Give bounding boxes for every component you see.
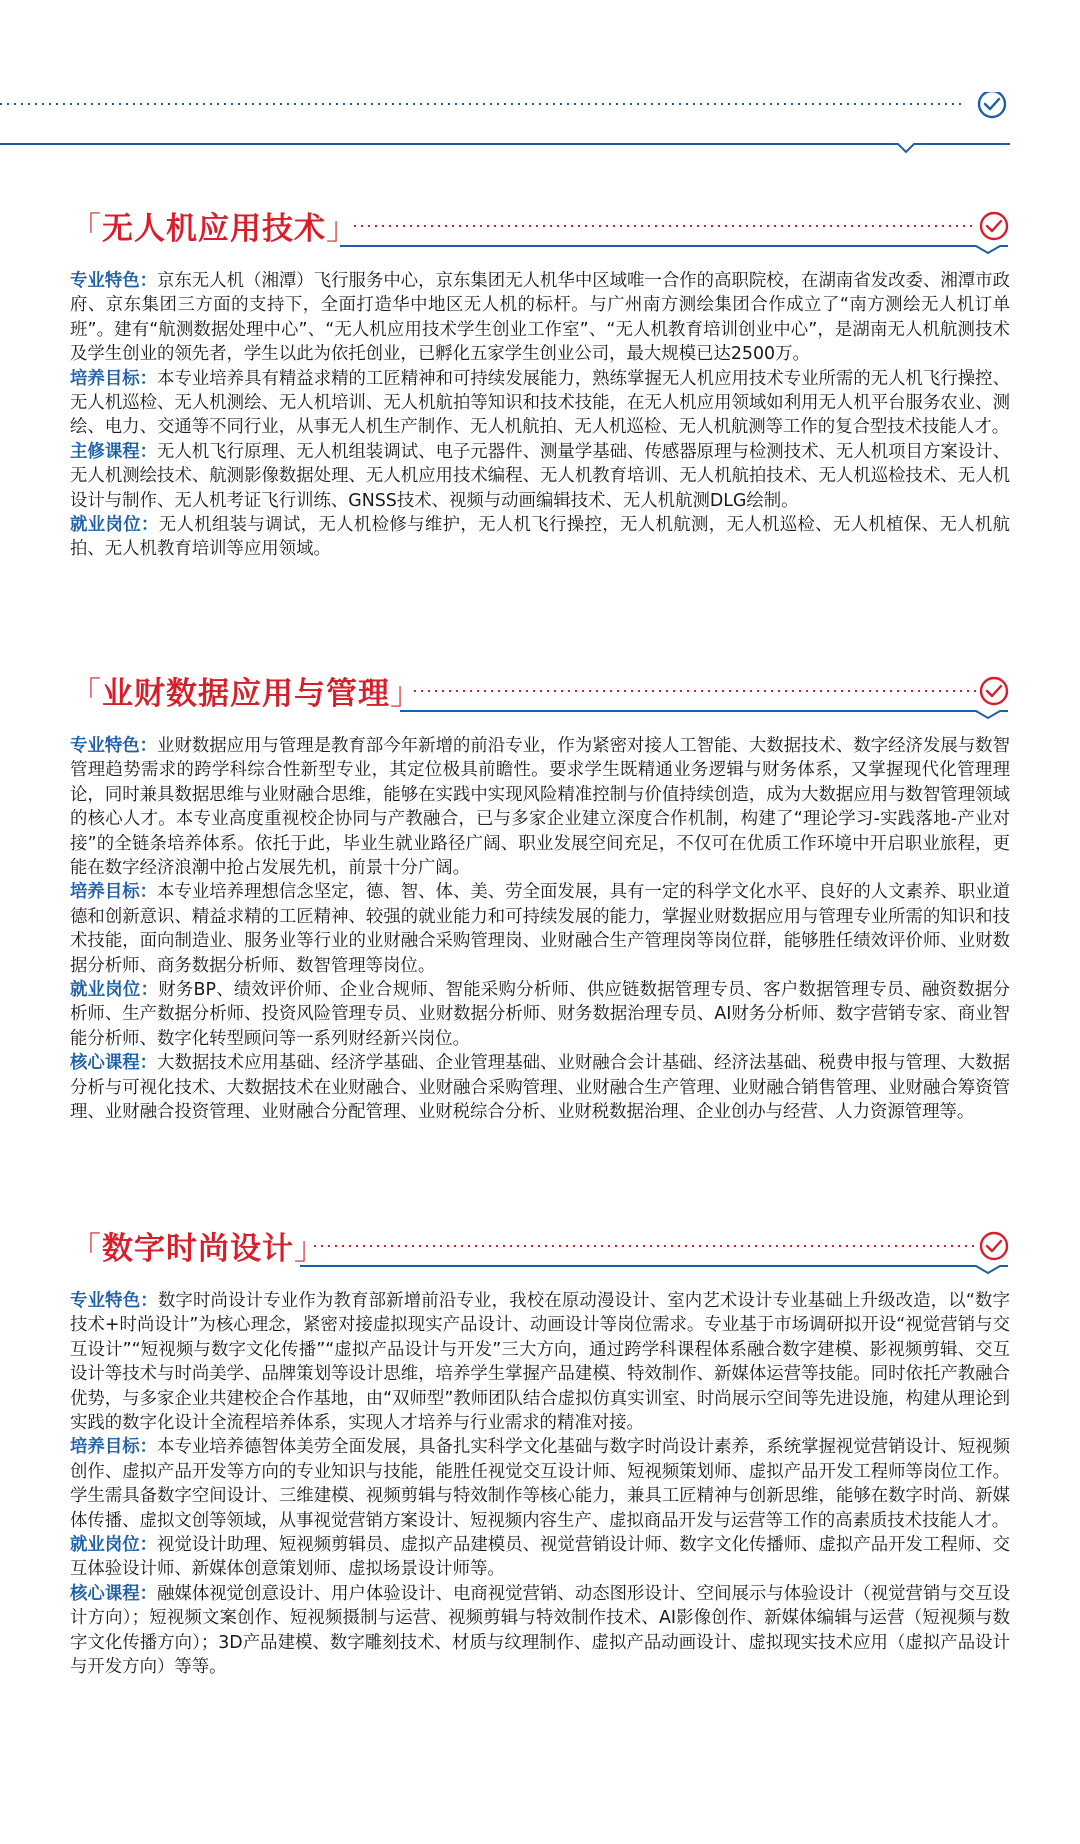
section-header	[70, 203, 1010, 255]
section-business-finance-data	[70, 668, 1010, 1125]
feature-paragraph: 专业特色：业财数据应用与管理是教育部今年新增的前沿专业，作为紧密对接人工智能、大数据技术、数字经济发展与数智管理趋势需求的跨学科综合性新型专业，其定位极具前瞻性。要求学生既精通业务逻辑与财务体系，又掌握现代化管理理论，同时兼具数据思维与业财融合思维，能够在实践中实现风险精准控制与价值持续创造，成为大数据应用与数智管理领域的核心人才。本专业高度重视校企协同与产教融合，已与多家企业建立深度合作机制，构建了“理论学习-实践落地-产业对接”的全链条培养体系。依托于此，毕业生就业路径广阔、职业发展空间充足，不仅可在优质工作环境中开启职业旅程，更能在数字经济浪潮中抢占发展先机，前景十分广阔。	[70, 736, 1010, 879]
section-body	[70, 734, 1010, 1125]
section-body	[70, 1289, 1010, 1680]
check-circle-icon	[981, 1233, 1007, 1259]
section-title-rule	[340, 203, 1010, 255]
section-digital-fashion-design	[70, 1223, 1010, 1680]
check-circle-icon	[981, 678, 1007, 704]
top-divider	[0, 92, 1080, 162]
section-header	[70, 1223, 1010, 1275]
section-body	[70, 269, 1010, 562]
jobs-paragraph: 就业岗位：财务BP、绩效评价师、企业合规师、智能采购分析师、供应链数据管理专员、客户数据管理专员、融资数据分析师、生产数据分析师、投资风险管理专员、业财数据分析师、财务数据治理专员、AI财务分析师、数字营销专家、商业智能分析师、数字化转型顾问等一系列财经新兴岗位。	[70, 980, 1010, 1049]
goal-paragraph: 培养目标：本专业培养理想信念坚定，德、智、体、美、劳全面发展，具有一定的科学文化水平、良好的人文素养、职业道德和创新意识、精益求精的工匠精神、较强的就业能力和可持续发展的能力，掌握业财数据应用与管理专业所需的知识和技术技能，面向制造业、服务业等行业的业财融合采购管理岗、业财融合生产管理岗等岗位群，能够胜任绩效评价师、业财数据分析师、商务数据分析师、数智管理等岗位。	[70, 882, 1010, 976]
courses-paragraph: 核心课程：融媒体视觉创意设计、用户体验设计、电商视觉营销、动态图形设计、空间展示与体验设计（视觉营销与交互设计方向）；短视频文案创作、短视频摄制与运营、视频剪辑与特效制作技术、AI影像创作、新媒体编辑与运营（短视频与数字文化传播方向）；3D产品建模、数字雕刻技术、材质与纹理制作、虚拟产品动画设计、虚拟现实技术应用（虚拟产品设计与开发方向）等等。	[70, 1583, 1010, 1678]
check-circle-icon	[979, 92, 1005, 117]
section-title-rule	[300, 1223, 1010, 1275]
courses-paragraph: 主修课程：无人机飞行原理、无人机组装调试、电子元器件、测量学基础、传感器原理与检测技术、无人机项目方案设计、无人机测绘技术、航测影像数据处理、无人机应用技术编程、无人机教育培训、无人机航拍技术、无人机巡检技术、无人机设计与制作、无人机考证飞行训练、GNSS技术、视频与动画编辑技术、无人机航测DLG绘制。	[70, 441, 1010, 511]
courses-paragraph: 核心课程：大数据技术应用基础、经济学基础、企业管理基础、业财融合会计基础、经济法基础、税费申报与管理、大数据分析与可视化技术、大数据技术在业财融合、业财融合采购管理、业财融合生产管理、业财融合销售管理、业财融合筹资管理、业财融合投资管理、业财融合分配管理、业财税综合分析、业财税数据治理、企业创办与经营、人力资源管理等。	[70, 1053, 1010, 1123]
feature-paragraph: 专业特色：数字时尚设计专业作为教育部新增前沿专业，我校在原动漫设计、室内艺术设计专业基础上升级改造，以“数字技术+时尚设计”为核心理念，紧密对接虚拟现实产品设计、动画设计等岗位需求。专业基于市场调研拟开设“视觉营销与交互设计”“短视频与数字文化传播”“虚拟产品设计与开发”三大方向，通过跨学科课程体系融合数字建模、影视频剪辑、交互设计等技术与时尚美学、品牌策划等设计思维，培养学生掌握产品建模、特效制作、新媒体运营等技能。同时依托产教融合优势，与多家企业共建校企合作基地，由“双师型”教师团队结合虚拟仿真实训室、时尚展示空间等先进设施，构建从理论到实践的数字化设计全流程培养体系，实现人才培养与行业需求的精准对接。	[70, 1291, 1010, 1434]
section-drone-technology	[70, 203, 1010, 562]
section-title: 「数字时尚设计」	[70, 1231, 326, 1267]
check-circle-icon	[981, 213, 1007, 239]
jobs-paragraph: 就业岗位：视觉设计助理、短视频剪辑员、虚拟产品建模员、视觉营销设计师、数字文化传播师、虚拟产品开发工程师、交互体验设计师、新媒体创意策划师、虚拟场景设计师等。	[70, 1535, 1010, 1580]
goal-paragraph: 培养目标：本专业培养德智体美劳全面发展，具备扎实科学文化基础与数字时尚设计素养，系统掌握视觉营销设计、短视频创作、虚拟产品开发等方向的专业知识与技能，能胜任视觉交互设计师、短视频策划师、虚拟产品开发工程师等岗位工作。学生需具备数字空间设计、三维建模、视频剪辑与特效制作等核心能力，兼具工匠精神与创新思维，能够在数字时尚、新媒体传播、虚拟文创等领域，从事视觉营销方案设计、短视频内容生产、虚拟商品开发与运营等工作的高素质技术技能人才。	[70, 1437, 1010, 1531]
section-title: 「无人机应用技术」	[70, 211, 358, 247]
section-title: 「业财数据应用与管理」	[70, 676, 422, 712]
jobs-paragraph: 就业岗位：无人机组装与调试，无人机检修与维护，无人机飞行操控，无人机航测，无人机巡检、无人机植保、无人机航拍、无人机教育培训等应用领域。	[70, 515, 1010, 560]
section-header	[70, 668, 1010, 720]
section-title-rule	[400, 668, 1010, 720]
feature-paragraph: 专业特色：京东无人机（湘潭）飞行服务中心，京东集团无人机华中区域唯一合作的高职院校，在湖南省发改委、湘潭市政府、京东集团三方面的支持下，全面打造华中地区无人机的标杆。与广州南方测绘集团合作成立了“南方测绘无人机订单班”。建有“航测数据处理中心”、“无人机应用技术学生创业工作室”、“无人机教育培训创业中心”，是湖南无人机航测技术及学生创业的领先者，学生以此为依托创业，已孵化五家学生创业公司，最大规模已达2500万。	[70, 271, 1010, 365]
goal-paragraph: 培养目标：本专业培养具有精益求精的工匠精神和可持续发展能力，熟练掌握无人机应用技术专业所需的无人机飞行操控、无人机巡检、无人机测绘、无人机培训、无人机航拍等知识和技术技能，在无人机应用领域如利用无人机平台服务农业、测绘、电力、交通等不同行业，从事无人机生产制作、无人机航拍、无人机巡检、无人机航测等工作的复合型技术技能人才。	[70, 368, 1010, 438]
